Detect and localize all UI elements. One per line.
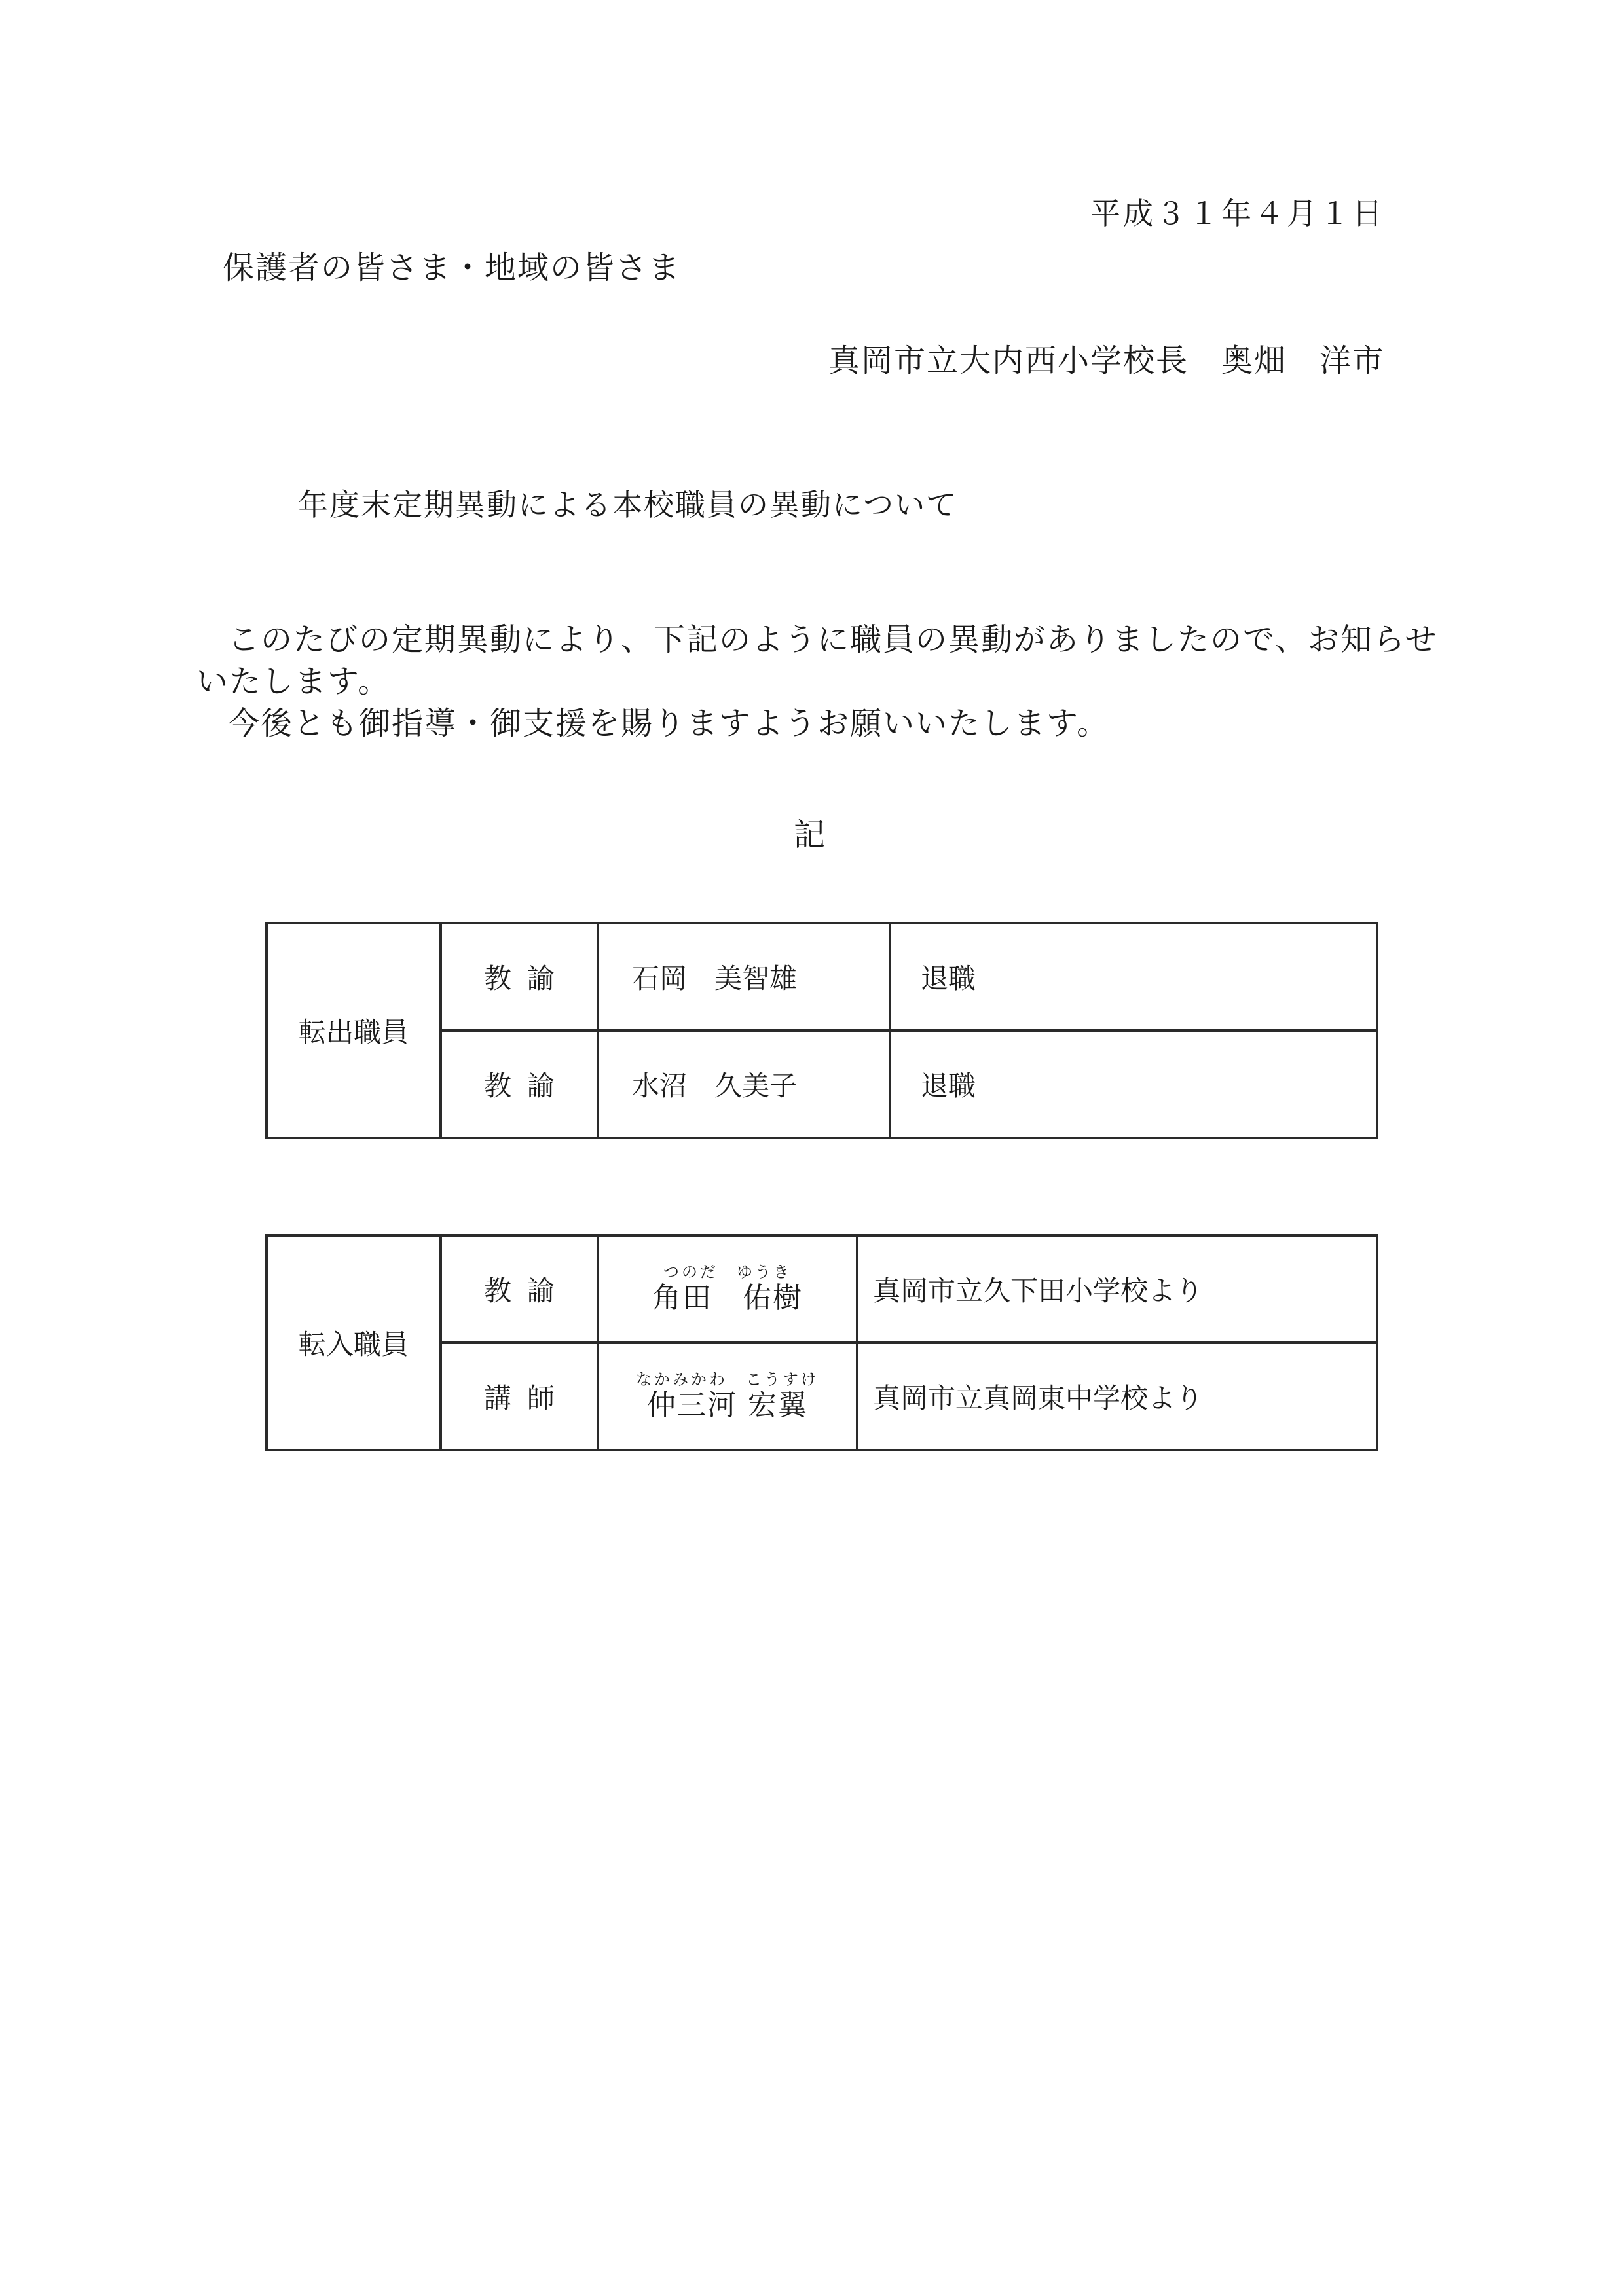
name-cell: 石岡 美智雄 xyxy=(598,923,890,1030)
destination-cell: 真岡市立久下田小学校より xyxy=(857,1235,1377,1343)
role-cell: 教諭 xyxy=(441,1030,598,1138)
role-cell: 教諭 xyxy=(441,1235,598,1343)
role-cell: 講師 xyxy=(441,1343,598,1450)
ki-heading: 記 xyxy=(794,816,826,853)
body-paragraph: このたびの定期異動により、下記のように職員の異動がありましたので、お知らせいたします。 xyxy=(196,621,1438,700)
name-cell xyxy=(598,1235,857,1343)
transfers-in-table xyxy=(265,1234,1378,1451)
furigana: なかみかわ こうすけ xyxy=(636,1370,819,1389)
letter-title: 年度末定期異動による本校職員の異動について xyxy=(298,487,958,522)
table-row xyxy=(267,923,1377,1030)
transfers-out-table xyxy=(265,922,1378,1139)
destination-cell: 退職 xyxy=(890,1030,1377,1138)
letter-body xyxy=(196,619,1441,744)
letter-sender: 真岡市立大内西小学校長 奥畑 洋市 xyxy=(828,342,1385,379)
destination-cell: 退職 xyxy=(890,923,1377,1030)
name-with-furigana xyxy=(652,1264,803,1315)
group-label: 転出職員 xyxy=(267,923,441,1138)
table-row xyxy=(267,1235,1377,1343)
name-cell xyxy=(598,1343,857,1450)
name-cell: 水沼 久美子 xyxy=(598,1030,890,1138)
destination-cell: 真岡市立真岡東中学校より xyxy=(857,1343,1377,1450)
letter-date: 平成３１年４月１日 xyxy=(1090,196,1385,231)
body-paragraph: 今後とも御指導・御支援を賜りますようお願いいたします。 xyxy=(228,705,1110,742)
role-cell: 教諭 xyxy=(441,923,598,1030)
staff-name: 角田 佑樹 xyxy=(652,1281,803,1315)
staff-name: 仲三河 宏翼 xyxy=(647,1389,808,1422)
letter-recipients: 保護者の皆さま・地域の皆さま xyxy=(223,249,682,286)
group-label: 転入職員 xyxy=(267,1235,441,1450)
furigana: つのだ ゆうき xyxy=(663,1263,792,1281)
name-with-furigana xyxy=(636,1371,819,1422)
